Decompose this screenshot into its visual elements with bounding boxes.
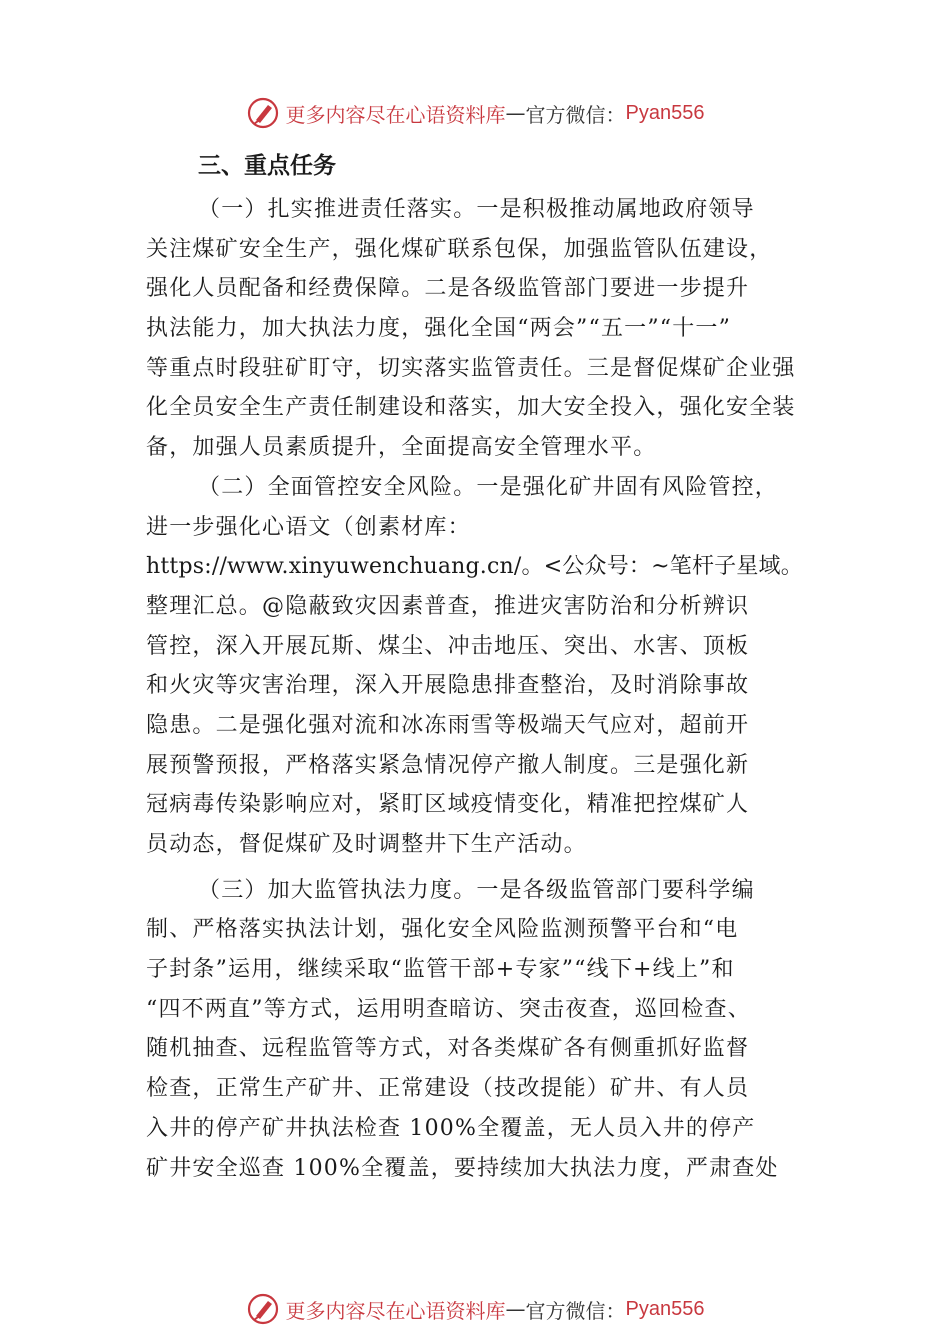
paragraph-line: （一）扎实推进责任落实。一是积极推动属地政府领导 (198, 197, 755, 222)
paragraph-line: 隐患。二是强化强对流和冰冻雨雪等极端天气应对，超前开 (146, 712, 750, 738)
banner-wechat-label: 官方微信： (525, 1298, 626, 1323)
paragraph-line: （三）加大监管执法力度。一是各级监管部门要科学编 (198, 877, 755, 903)
paragraph-line: 矿井安全巡查 100%全覆盖，要持续加大执法力度，严肃查处 (146, 1155, 779, 1181)
paragraph-3 (146, 871, 826, 1189)
paragraph-line: 化全员安全生产责任制建设和落实，加大安全投入，强化安全装 (146, 395, 796, 421)
paragraph-line: 备，加强人员素质提升，全面提高安全管理水平。 (146, 435, 657, 461)
banner-wechat-label: 官方微信： (525, 102, 626, 127)
paragraph-line: 随机抽查、远程监管等方式，对各类煤矿各有侧重抓好监督 (146, 1036, 750, 1062)
paragraph-line: 检查，正常生产矿井、正常建设（技改提能）矿井、有人员 (146, 1076, 750, 1102)
paragraph-line: 强化人员配备和经费保障。二是各级监管部门要进一步提升 (146, 276, 750, 302)
document-body (146, 150, 826, 1188)
banner-dash: — (505, 101, 526, 125)
paragraph-line: 进一步强化心语文（创素材库： (146, 514, 471, 540)
paragraph-line: “四不两直”等方式，运用明查暗访、突击夜查，巡回检查、 (146, 996, 751, 1022)
pen-logo-icon (246, 1292, 280, 1326)
paragraph-line: 入井的停产矿井执法检查 100%全覆盖，无人员入井的停产 (146, 1115, 756, 1141)
header-banner (0, 96, 950, 130)
paragraph-line: 整理汇总。@隐蔽致灾因素普查，推进灾害防治和分析辨识 (146, 593, 750, 619)
paragraph-line: 冠病毒传染影响应对，紧盯区域疫情变化，精准把控煤矿人 (146, 792, 750, 818)
paragraph-2 (146, 468, 826, 865)
paragraph-line: 和火灾等灾害治理，深入开展隐患排查整治，及时消除事故 (146, 673, 750, 699)
paragraph-line: 子封条”运用，继续采取“监管干部+专家”“线下+线上”和 (146, 957, 735, 983)
pen-logo-icon (246, 96, 280, 130)
paragraph-line: https://www.xinyuwenchuang.cn/。<公众号：~笔杆子星域。 (146, 554, 803, 580)
paragraph-1 (146, 190, 826, 468)
footer-banner (0, 1292, 950, 1326)
paragraph-line: 制、严格落实执法计划，强化安全风险监测预警平台和“电 (146, 917, 739, 943)
paragraph-line: 展预警预报，严格落实紧急情况停产撤人制度。三是强化新 (146, 752, 750, 778)
paragraph-line: 执法能力，加大执法力度，强化全国“两会”“五一”“十一” (146, 316, 732, 342)
paragraph-line: 员动态，督促煤矿及时调整井下生产活动。 (146, 832, 587, 857)
banner-red-text: 更多内容尽在心语资料库 (285, 102, 506, 127)
banner-wechat-id: Pyan556 (625, 101, 705, 124)
banner-dash: — (505, 1297, 526, 1321)
paragraph-line: （二）全面管控安全风险。一是强化矿井固有风险管控， (198, 474, 779, 500)
paragraph-line: 关注煤矿安全生产，强化煤矿联系包保，加强监管队伍建设， (146, 236, 773, 262)
paragraph-line: 等重点时段驻矿盯守，切实落实监管责任。三是督促煤矿企业强 (146, 355, 796, 381)
paragraph-line: 管控，深入开展瓦斯、煤尘、冲击地压、突出、水害、顶板 (146, 633, 750, 659)
banner-red-text: 更多内容尽在心语资料库 (285, 1298, 506, 1323)
section-heading: 三、重点任务 (198, 153, 336, 179)
banner-wechat-id: Pyan556 (625, 1297, 705, 1320)
